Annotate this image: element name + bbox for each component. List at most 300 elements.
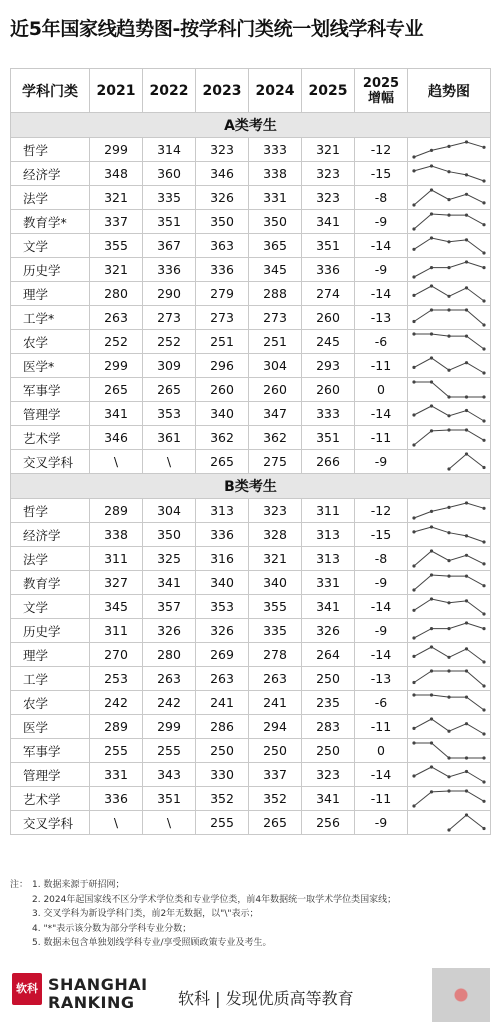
trend-line (414, 527, 484, 542)
trend-point (465, 770, 468, 773)
category-cell: 历史学 (11, 258, 90, 282)
logo: 软科 (12, 973, 42, 1005)
growth-cell: -9 (355, 210, 408, 234)
trend-point (482, 612, 485, 615)
category-cell: 文学 (11, 595, 90, 619)
trend-point (482, 466, 485, 469)
trend-sparkline (408, 715, 490, 738)
growth-cell: -14 (355, 234, 408, 258)
trend-cell (408, 595, 491, 619)
growth-cell: -13 (355, 667, 408, 691)
trend-point (447, 506, 450, 509)
score-cell: 351 (302, 234, 355, 258)
growth-cell: -11 (355, 426, 408, 450)
table-row (11, 378, 491, 402)
score-cell: 347 (249, 402, 302, 426)
score-cell: 260 (196, 378, 249, 402)
score-cell: 252 (143, 330, 196, 354)
table-row (11, 138, 491, 162)
score-cell: 323 (249, 499, 302, 523)
category-cell: 医学 (11, 715, 90, 739)
trend-line (414, 190, 484, 205)
trend-point (412, 804, 415, 807)
table-row (11, 499, 491, 523)
table-row (11, 643, 491, 667)
score-cell: 263 (143, 667, 196, 691)
trend-point (465, 534, 468, 537)
growth-cell: -9 (355, 619, 408, 643)
trend-cell (408, 523, 491, 547)
trend-sparkline (408, 739, 490, 762)
score-cell: 350 (143, 523, 196, 547)
score-cell: 336 (196, 258, 249, 282)
growth-cell: -6 (355, 691, 408, 715)
trend-cell (408, 450, 491, 474)
trend-point (482, 584, 485, 587)
score-cell: 345 (249, 258, 302, 282)
trend-point (482, 251, 485, 254)
trend-sparkline (408, 306, 490, 329)
trend-point (465, 647, 468, 650)
trend-point (447, 575, 450, 578)
trend-point (412, 681, 415, 684)
score-cell: 245 (302, 330, 355, 354)
note-label: 注： (10, 880, 29, 890)
score-cell: 341 (302, 595, 355, 619)
trend-sparkline (408, 691, 490, 714)
trend-point (447, 369, 450, 372)
score-cell: 353 (143, 402, 196, 426)
trend-point (447, 531, 450, 534)
table-row (11, 667, 491, 691)
trend-point (430, 429, 433, 432)
table-row (11, 619, 491, 643)
trend-point (412, 443, 415, 446)
trend-point (447, 730, 450, 733)
trend-point (482, 780, 485, 783)
score-cell: 280 (143, 643, 196, 667)
trend-line (414, 166, 484, 181)
brand-name-line2: RANKING (48, 993, 135, 1012)
score-cell: 304 (249, 354, 302, 378)
score-cell: 323 (302, 186, 355, 210)
trend-point (412, 774, 415, 777)
category-cell: 军事学 (11, 739, 90, 763)
score-cell: 360 (143, 162, 196, 186)
score-cell: 341 (90, 402, 143, 426)
table-row (11, 547, 491, 571)
score-cell: 255 (196, 811, 249, 835)
score-cell: 321 (302, 138, 355, 162)
trend-point (465, 452, 468, 455)
table-row (11, 811, 491, 835)
score-cell: 263 (196, 667, 249, 691)
table-row (11, 426, 491, 450)
trend-sparkline (408, 138, 490, 161)
trend-point (447, 756, 450, 759)
trend-point (430, 149, 433, 152)
score-cell: 351 (302, 426, 355, 450)
trend-point (447, 601, 450, 604)
score-cell: 326 (302, 619, 355, 643)
growth-cell: -12 (355, 138, 408, 162)
growth-cell: -12 (355, 499, 408, 523)
trend-sparkline (408, 426, 490, 449)
trend-line (414, 743, 484, 758)
trend-sparkline (408, 667, 490, 690)
note-row (10, 922, 490, 937)
score-cell: 355 (249, 595, 302, 619)
trend-sparkline (408, 450, 490, 473)
category-cell: 理学 (11, 643, 90, 667)
score-cell: 314 (143, 138, 196, 162)
trend-sparkline (408, 619, 490, 642)
score-cell: 357 (143, 595, 196, 619)
trend-cell (408, 162, 491, 186)
score-cell: 337 (90, 210, 143, 234)
trend-point (447, 428, 450, 431)
score-cell: 338 (90, 523, 143, 547)
trend-line (414, 310, 484, 325)
trend-point (447, 266, 450, 269)
trend-sparkline (408, 499, 490, 522)
score-cell: 313 (302, 523, 355, 547)
table-body (11, 113, 491, 835)
trend-cell (408, 234, 491, 258)
score-cell: 346 (90, 426, 143, 450)
trend-sparkline (408, 523, 490, 546)
trend-point (447, 828, 450, 831)
growth-cell: -11 (355, 354, 408, 378)
trend-line (414, 791, 484, 806)
table-row (11, 402, 491, 426)
trend-sparkline (408, 595, 490, 618)
trend-cell (408, 787, 491, 811)
score-cell: 341 (302, 210, 355, 234)
trend-point (412, 169, 415, 172)
trend-cell (408, 619, 491, 643)
trend-point (430, 765, 433, 768)
trend-point (447, 170, 450, 173)
score-cell: 321 (90, 186, 143, 210)
trend-point (430, 597, 433, 600)
growth-cell: -14 (355, 402, 408, 426)
table-row (11, 258, 491, 282)
trend-point (465, 286, 468, 289)
header-row (11, 69, 491, 113)
trend-point (482, 299, 485, 302)
score-cell: 331 (249, 186, 302, 210)
note-row (10, 878, 490, 893)
growth-cell: -15 (355, 523, 408, 547)
category-cell: 管理学 (11, 763, 90, 787)
score-cell: 250 (302, 739, 355, 763)
score-cell: 331 (90, 763, 143, 787)
score-cell: 321 (90, 258, 143, 282)
score-cell: 241 (196, 691, 249, 715)
trend-point (412, 655, 415, 658)
trend-cell (408, 282, 491, 306)
section-row (11, 474, 491, 499)
score-cell: 273 (249, 306, 302, 330)
category-cell: 农学 (11, 330, 90, 354)
category-cell: 文学 (11, 234, 90, 258)
score-cell: 340 (249, 571, 302, 595)
score-cell: 299 (143, 715, 196, 739)
trend-point (465, 395, 468, 398)
trend-line (414, 767, 484, 782)
category-cell: 教育学 (11, 571, 90, 595)
score-cell: 313 (302, 547, 355, 571)
score-cell: 304 (143, 499, 196, 523)
trend-point (447, 198, 450, 201)
table-row (11, 186, 491, 210)
score-cell: 265 (90, 378, 143, 402)
score-cell: 263 (90, 306, 143, 330)
score-cell: 343 (143, 763, 196, 787)
table-row (11, 330, 491, 354)
score-cell: 321 (249, 547, 302, 571)
score-cell: 325 (143, 547, 196, 571)
growth-cell: -13 (355, 306, 408, 330)
score-cell: \ (90, 450, 143, 474)
trend-point (447, 775, 450, 778)
score-cell: \ (143, 811, 196, 835)
score-cell: 275 (249, 450, 302, 474)
score-cell: 331 (302, 571, 355, 595)
category-cell: 艺术学 (11, 787, 90, 811)
table-row (11, 523, 491, 547)
trend-point (412, 155, 415, 158)
trend-point (465, 696, 468, 699)
category-cell: 历史学 (11, 619, 90, 643)
trend-line (449, 815, 484, 830)
trend-point (430, 549, 433, 552)
trend-cell (408, 186, 491, 210)
trend-point (482, 347, 485, 350)
trend-point (412, 609, 415, 612)
trend-point (465, 789, 468, 792)
score-cell: 263 (249, 667, 302, 691)
category-cell: 哲学 (11, 138, 90, 162)
score-cell: 336 (90, 787, 143, 811)
category-cell: 哲学 (11, 499, 90, 523)
table-row (11, 210, 491, 234)
trend-sparkline (408, 763, 490, 786)
trend-sparkline (408, 787, 490, 810)
trend-point (447, 145, 450, 148)
category-cell: 工学* (11, 306, 90, 330)
trend-point (482, 562, 485, 565)
score-cell: 326 (143, 619, 196, 643)
trend-cell (408, 667, 491, 691)
trend-point (412, 741, 415, 744)
score-cell: 365 (249, 234, 302, 258)
trend-point (482, 660, 485, 663)
score-cell: 333 (302, 402, 355, 426)
score-cell: 266 (302, 450, 355, 474)
table-row (11, 450, 491, 474)
table-row (11, 739, 491, 763)
note-label (10, 893, 32, 908)
growth-cell: -9 (355, 450, 408, 474)
trend-point (430, 236, 433, 239)
trend-point (447, 627, 450, 630)
trend-point (430, 266, 433, 269)
trend-point (412, 248, 415, 251)
category-cell: 经济学 (11, 523, 90, 547)
score-cell: 251 (249, 330, 302, 354)
trend-line (414, 671, 484, 686)
trend-point (412, 203, 415, 206)
category-cell: 军事学 (11, 378, 90, 402)
trend-cell (408, 138, 491, 162)
score-cell: 309 (143, 354, 196, 378)
trend-point (465, 260, 468, 263)
category-cell: 法学 (11, 186, 90, 210)
note-text: 2. 2024年起国家线不区分学术学位类和专业学位类，前4年数据统一取学术学位类国家线； (32, 894, 397, 905)
score-cell: 250 (249, 739, 302, 763)
trend-cell (408, 354, 491, 378)
notes (10, 878, 490, 951)
score-cell: 323 (302, 162, 355, 186)
score-cell: 346 (196, 162, 249, 186)
trend-point (465, 361, 468, 364)
trend-point (430, 212, 433, 215)
trend-line (414, 430, 484, 445)
score-cell: 290 (143, 282, 196, 306)
trend-point (412, 294, 415, 297)
category-cell: 医学* (11, 354, 90, 378)
score-cell: 341 (302, 787, 355, 811)
category-cell: 法学 (11, 547, 90, 571)
table-row (11, 306, 491, 330)
trend-line (414, 647, 484, 662)
trend-point (465, 409, 468, 412)
score-cell: 311 (302, 499, 355, 523)
score-cell: 313 (196, 499, 249, 523)
score-cell: 286 (196, 715, 249, 739)
score-cell: 323 (302, 763, 355, 787)
trend-point (465, 599, 468, 602)
trend-line (414, 382, 484, 397)
trend-point (430, 164, 433, 167)
growth-cell: -14 (355, 282, 408, 306)
score-cell: 251 (196, 330, 249, 354)
trend-cell (408, 499, 491, 523)
table-row (11, 787, 491, 811)
score-cell: 278 (249, 643, 302, 667)
trend-point (482, 323, 485, 326)
trend-sparkline (408, 402, 490, 425)
score-cell: 294 (249, 715, 302, 739)
note-text: 5. 数据未包含单独划线学科专业/享受照顾政策专业及考生。 (32, 938, 272, 948)
trend-sparkline (408, 547, 490, 570)
note-text: 3. 交叉学科为新设学科门类，前2年无数据，以"\"表示； (32, 909, 259, 919)
score-cell: 242 (90, 691, 143, 715)
category-cell: 艺术学 (11, 426, 90, 450)
trend-point (412, 693, 415, 696)
note-label (10, 922, 32, 937)
trend-point (412, 275, 415, 278)
trend-point (482, 800, 485, 803)
trend-sparkline (408, 330, 490, 353)
trend-cell (408, 378, 491, 402)
brand-name-line1: SHANGHAI (48, 975, 148, 994)
trend-sparkline (408, 234, 490, 257)
trend-point (447, 335, 450, 338)
trend-point (465, 756, 468, 759)
score-cell: 311 (90, 619, 143, 643)
note-label (10, 936, 32, 951)
score-cell: 280 (90, 282, 143, 306)
trend-line (414, 142, 484, 157)
trend-cell (408, 402, 491, 426)
note-label (10, 907, 32, 922)
trend-line (449, 454, 484, 469)
growth-cell: -11 (355, 787, 408, 811)
header-2022: 2022 (143, 69, 196, 113)
table-row (11, 571, 491, 595)
trend-point (430, 404, 433, 407)
trend-point (412, 530, 415, 533)
score-cell: 367 (143, 234, 196, 258)
trend-point (482, 419, 485, 422)
growth-cell: -14 (355, 643, 408, 667)
score-cell: 316 (196, 547, 249, 571)
trend-point (430, 308, 433, 311)
growth-cell: 0 (355, 739, 408, 763)
category-cell: 教育学* (11, 210, 90, 234)
table-row (11, 691, 491, 715)
score-cell: 252 (90, 330, 143, 354)
header-growth-year: 2025 (362, 75, 400, 91)
trend-point (482, 439, 485, 442)
score-cell: 352 (196, 787, 249, 811)
trend-point (412, 588, 415, 591)
trend-point (430, 669, 433, 672)
score-cell: 283 (302, 715, 355, 739)
score-cell: 289 (90, 715, 143, 739)
trend-point (430, 188, 433, 191)
score-cell: 333 (249, 138, 302, 162)
trend-point (412, 320, 415, 323)
score-cell: 270 (90, 643, 143, 667)
trend-cell (408, 258, 491, 282)
score-cell: 264 (302, 643, 355, 667)
header-growth (355, 69, 408, 113)
score-cell: 269 (196, 643, 249, 667)
table-row (11, 162, 491, 186)
growth-cell: -15 (355, 162, 408, 186)
score-cell: 362 (196, 426, 249, 450)
trend-point (447, 789, 450, 792)
growth-cell: -14 (355, 763, 408, 787)
trend-point (447, 669, 450, 672)
score-cell: 260 (302, 378, 355, 402)
trend-point (465, 193, 468, 196)
trend-line (414, 503, 484, 518)
trend-sparkline (408, 378, 490, 401)
score-cell: 337 (249, 763, 302, 787)
score-cell: 336 (196, 523, 249, 547)
score-cell: 299 (90, 354, 143, 378)
score-cell: \ (90, 811, 143, 835)
trend-sparkline (408, 282, 490, 305)
category-cell: 交叉学科 (11, 450, 90, 474)
trend-point (482, 756, 485, 759)
score-cell: 235 (302, 691, 355, 715)
